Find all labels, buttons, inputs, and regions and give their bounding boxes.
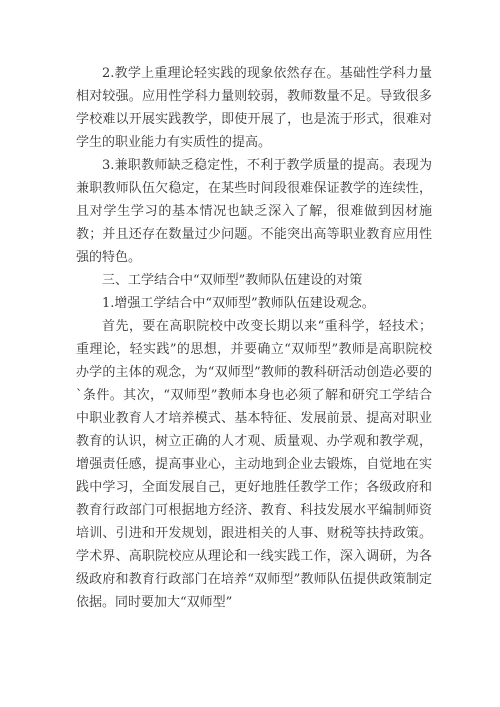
subheading-concept: 1.增强工学结合中“双师型”教师队伍建设观念。 xyxy=(102,296,375,311)
paragraph-first-measures: 首先，要在高职院校中改变长期以来“重科学，轻技术；重理论，轻实践”的思想，并要确立“双师型”教师是高职院校办学的主体的观念，为“双师型”教师的教科研活动创造必要的`条件。其次，“双师型”教师本身也必须了解和研究工学结合中职业教育人才培养模式、基本特征、发展前景、提高对职业教育的认识，树立正确的人才观、质量观、办学观和教学观，增强责任感，提高事业心，主动地到企业去锻炼，自觉地在实践中学习，全面发展自己，更好地胜任教学工作；各级政府和教育行政部门可根据地方经济、教育、科技发展水平编制师资培训、引进和开发规划，跟进相关的人事、财税等扶持政策。学术界、高职院校应从理论和一线实践工作，深入调研，为各级政府和教育行政部门在培养“双师型”教师队伍提供政策制定依据。同时要加大“双师型” xyxy=(76,319,432,610)
paragraph-teaching-theory: 2.教学上重理论轻实践的现象依然存在。基础性学科力量相对较强。应用性学科力量则较弱，教师数量不足。导致很多学校难以开展实践教学，即使开展了，也是流于形式，很难对学生的职业能力有实质性的提高。 xyxy=(76,66,432,150)
paragraph-part-time-teachers: 3.兼职教师缺乏稳定性，不利于教学质量的提高。表现为兼职教师队伍欠稳定，在某些时间段很难保证教学的连续性，且对学生学习的基本情况也缺乏深入了解，很难做到因材施教；并且还存在数量过少问题。不能突出高等职业教育应用性强的特色。 xyxy=(76,158,432,265)
document-body xyxy=(76,62,432,614)
section-heading-countermeasures: 三、工学结合中“双师型”教师队伍建设的对策 xyxy=(102,273,363,288)
